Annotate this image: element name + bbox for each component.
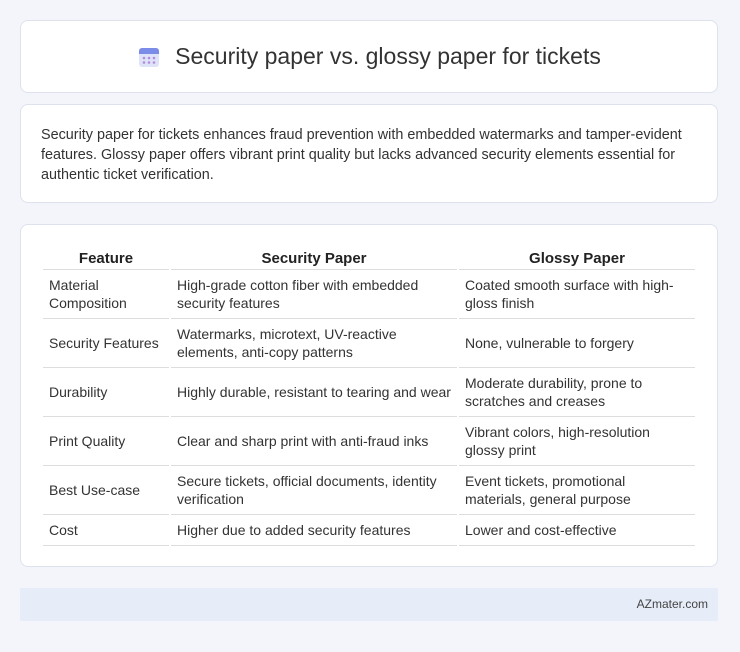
table-cell: Material Composition xyxy=(43,270,169,319)
column-header: Security Paper xyxy=(171,245,457,270)
table-row xyxy=(43,319,695,368)
table-row xyxy=(43,368,695,417)
table-row xyxy=(43,515,695,546)
table-cell: Vibrant colors, high-resolution glossy print xyxy=(459,417,695,466)
page-title: Security paper vs. glossy paper for tickets xyxy=(175,43,601,69)
column-header: Feature xyxy=(43,245,169,270)
table-cell: Clear and sharp print with anti-fraud inks xyxy=(171,417,457,466)
footer xyxy=(20,588,718,621)
comparison-table xyxy=(41,245,697,546)
table-cell: Higher due to added security features xyxy=(171,515,457,546)
table-row xyxy=(43,270,695,319)
description-card xyxy=(20,104,718,203)
table-cell: Durability xyxy=(43,368,169,417)
column-header: Glossy Paper xyxy=(459,245,695,270)
calendar-icon xyxy=(137,45,161,69)
table-cell: Security Features xyxy=(43,319,169,368)
table-cell: Best Use-case xyxy=(43,466,169,515)
table-cell: Watermarks, microtext, UV-reactive elements, anti-copy patterns xyxy=(171,319,457,368)
table-cell: Cost xyxy=(43,515,169,546)
table-cell: Secure tickets, official documents, identity verification xyxy=(171,466,457,515)
table-row xyxy=(43,417,695,466)
table-row xyxy=(43,466,695,515)
table-cell: Highly durable, resistant to tearing and wear xyxy=(171,368,457,417)
table-cell: High-grade cotton fiber with embedded security features xyxy=(171,270,457,319)
table-cell: Event tickets, promotional materials, general purpose xyxy=(459,466,695,515)
description-text: Security paper for tickets enhances fraud prevention with embedded watermarks and tamper-evident features. Glossy paper offers vibrant print quality but lacks advanced security elements essential for authentic ticket verification. xyxy=(41,127,682,183)
table-cell: Lower and cost-effective xyxy=(459,515,695,546)
table-cell: Moderate durability, prone to scratches and creases xyxy=(459,368,695,417)
table-header-row xyxy=(43,245,695,270)
table-cell: None, vulnerable to forgery xyxy=(459,319,695,368)
footer-brand: AZmater.com xyxy=(636,597,708,611)
comparison-table-card xyxy=(20,224,718,567)
table-cell: Print Quality xyxy=(43,417,169,466)
table-cell: Coated smooth surface with high-gloss finish xyxy=(459,270,695,319)
title-card xyxy=(20,20,718,93)
